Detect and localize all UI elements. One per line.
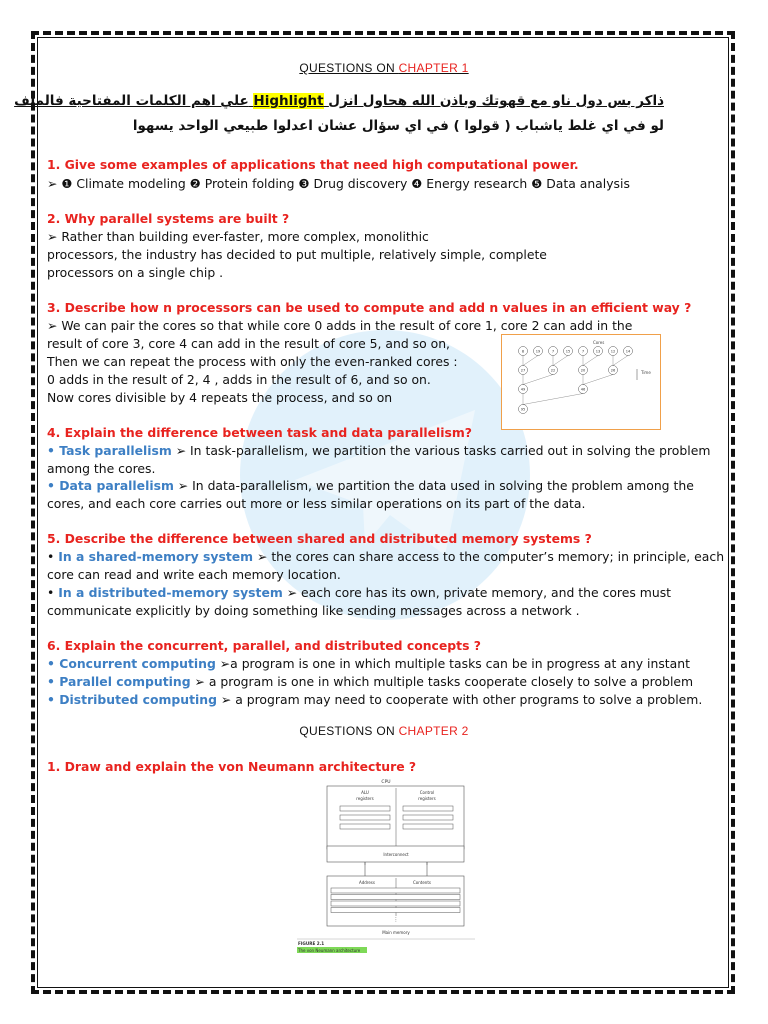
q1-answer: ➢ ❶ Climate modeling ❷ Protein folding ❸ Drug discovery ❹ Energy research ❺ Data analysis xyxy=(47,176,630,191)
tree-node-value: 20 xyxy=(580,368,586,373)
q2-answer-line: processors, the industry has decided to put multiple, relatively simple, complete xyxy=(47,247,547,262)
data-parallelism-text: ➢ In data-parallelism, we partition the data used in solving the problem among the xyxy=(173,478,694,493)
main-memory-label: Main memory xyxy=(382,930,410,935)
alu-registers-label: registers xyxy=(356,796,374,801)
task-parallelism-term: • Task parallelism xyxy=(47,443,172,458)
tree-node-value: 22 xyxy=(550,368,556,373)
tree-node-value: 12 xyxy=(610,349,616,354)
parallel-term: • Parallel computing xyxy=(47,674,191,689)
q5-shared-cont: core can read and write each memory location. xyxy=(47,567,341,582)
register-cell xyxy=(403,815,453,820)
tree-node-value: 19 xyxy=(535,349,541,354)
q4-data-line xyxy=(47,477,694,494)
von-neumann-figure xyxy=(295,776,477,956)
q6-item-concurrent xyxy=(47,655,690,672)
contents-label: Contents xyxy=(413,880,431,885)
q2-question: 2. Why parallel systems are built ? xyxy=(47,211,290,226)
chapter1-title xyxy=(0,60,768,77)
q5-dist-cont: communicate explicitly by doing something like sending messages across a network . xyxy=(47,603,580,618)
data-parallelism-term: • Data parallelism xyxy=(47,478,174,493)
concurrent-text: ➢a program is one in which multiple tasks can be in progress at any instant xyxy=(215,656,690,671)
distributed-term: • Distributed computing xyxy=(47,692,217,707)
register-cell xyxy=(403,824,453,829)
time-label: Time xyxy=(641,370,651,375)
distributed-memory-term: In a distributed-memory system xyxy=(58,585,283,600)
chapter2-title-chapter: CHAPTER 2 xyxy=(398,724,469,738)
register-cell xyxy=(340,806,390,811)
arabic-line1-before: ذاكر بس دول ناو مع قهوتك وباذن الله هحاول انزل xyxy=(328,93,664,109)
cores-label: Cores xyxy=(593,340,605,345)
figure-caption: The von Neumann architecture xyxy=(298,948,361,953)
register-cell xyxy=(340,815,390,820)
tree-node-value: 27 xyxy=(520,368,526,373)
q3-answer-line: ➢ We can pair the cores so that while core 0 adds in the result of core 1, core 2 can add in the xyxy=(47,318,633,333)
tree-node-value: 15 xyxy=(565,349,571,354)
q4-task-cont: among the cores. xyxy=(47,461,156,476)
address-label: Address xyxy=(359,880,375,885)
q4-question: 4. Explain the difference between task and data parallelism? xyxy=(47,425,472,440)
arabic-line1-after: علي اهم الكلمات المفتاحية فالملف xyxy=(14,93,249,109)
highlight-word: Highlight xyxy=(253,93,324,109)
q6-item-parallel xyxy=(47,673,693,690)
chapter2-title xyxy=(0,723,768,740)
memory-dots: ⋮ xyxy=(393,917,399,923)
q5-shared-line xyxy=(47,548,724,565)
alu-label: ALU xyxy=(361,790,369,795)
tree-node-value: 49 xyxy=(520,387,526,392)
control-registers-label: registers xyxy=(418,796,436,801)
shared-memory-term: In a shared-memory system xyxy=(58,549,254,564)
tree-node-value: 14 xyxy=(625,349,631,354)
q2-answer-line: ➢ Rather than building ever-faster, more complex, monolithic xyxy=(47,229,429,244)
q5-question: 5. Describe the difference between shared and distributed memory systems ? xyxy=(47,531,592,546)
bullet: • xyxy=(47,585,59,600)
chapter2-title-prefix: QUESTIONS ON xyxy=(299,724,399,738)
q3-answer-line: result of core 3, core 4 can add in the result of core 5, and so on, xyxy=(47,336,450,351)
register-cell xyxy=(403,806,453,811)
tree-node-value: 8 xyxy=(521,349,525,354)
tree-node-value: 95 xyxy=(520,407,526,412)
tree-sum-figure xyxy=(501,334,661,430)
figure-number: FIGURE 2.1 xyxy=(298,941,325,946)
q4-data-cont: cores, and each core carries out more or less similar operations on its part of the data. xyxy=(47,496,586,511)
tree-node-value: 26 xyxy=(610,368,616,373)
c2q1-question: 1. Draw and explain the von Neumann architecture ? xyxy=(47,759,417,774)
tree-node-value: 7 xyxy=(581,349,585,354)
control-label: Control xyxy=(419,790,435,795)
memory-cell xyxy=(331,908,460,913)
q3-question: 3. Describe how n processors can be used to compute and add n values in an efficient way ? xyxy=(47,300,692,315)
shared-memory-text: ➢ the cores can share access to the computer’s memory; in principle, each xyxy=(253,549,725,564)
concurrent-term: • Concurrent computing xyxy=(47,656,216,671)
q3-answer-line: Then we can repeat the process with only the even-ranked cores : xyxy=(47,354,458,369)
memory-cell xyxy=(331,888,460,893)
cpu-label: CPU xyxy=(381,780,391,785)
q5-dist-line xyxy=(47,584,671,601)
tree-node-value: 46 xyxy=(580,387,586,392)
q2-answer-line: processors on a single chip . xyxy=(47,265,224,280)
arabic-note-line2: لو في اي غلط ياشباب ( قولوا ) في اي سؤال عشان اعدلوا طبيعي الواحد يسهوا xyxy=(132,118,664,134)
control-registers xyxy=(403,806,453,829)
q4-task-line xyxy=(47,442,710,459)
alu-registers xyxy=(340,806,390,829)
chapter1-title-prefix: QUESTIONS ON xyxy=(299,61,399,75)
bullet: • xyxy=(47,549,59,564)
interconnect-label: Interconnect xyxy=(383,852,409,857)
register-cell xyxy=(340,824,390,829)
q3-answer-line: Now cores divisible by 4 repeats the process, and so on xyxy=(47,390,393,405)
parallel-text: ➢ a program is one in which multiple tasks cooperate closely to solve a problem xyxy=(190,674,694,689)
arabic-note-line1 xyxy=(14,93,664,110)
q6-item-distributed xyxy=(47,691,702,708)
chapter1-title-chapter: CHAPTER 1 xyxy=(398,61,469,75)
memory-cell xyxy=(331,901,460,906)
q3-answer-line: 0 adds in the result of 2, 4 , adds in the result of 6, and so on. xyxy=(47,372,431,387)
q1-question: 1. Give some examples of applications that need high computational power. xyxy=(47,157,579,172)
memory-cell xyxy=(331,895,460,900)
tree-node-value: 7 xyxy=(551,349,555,354)
task-parallelism-text: ➢ In task-parallelism, we partition the various tasks carried out in solving the problem xyxy=(171,443,711,458)
distributed-memory-text: ➢ each core has its own, private memory, and the cores must xyxy=(282,585,672,600)
q6-question: 6. Explain the concurrent, parallel, and distributed concepts ? xyxy=(47,638,481,653)
distributed-text: ➢ a program may need to cooperate with other programs to solve a problem. xyxy=(216,692,703,707)
tree-node-value: 13 xyxy=(595,349,601,354)
